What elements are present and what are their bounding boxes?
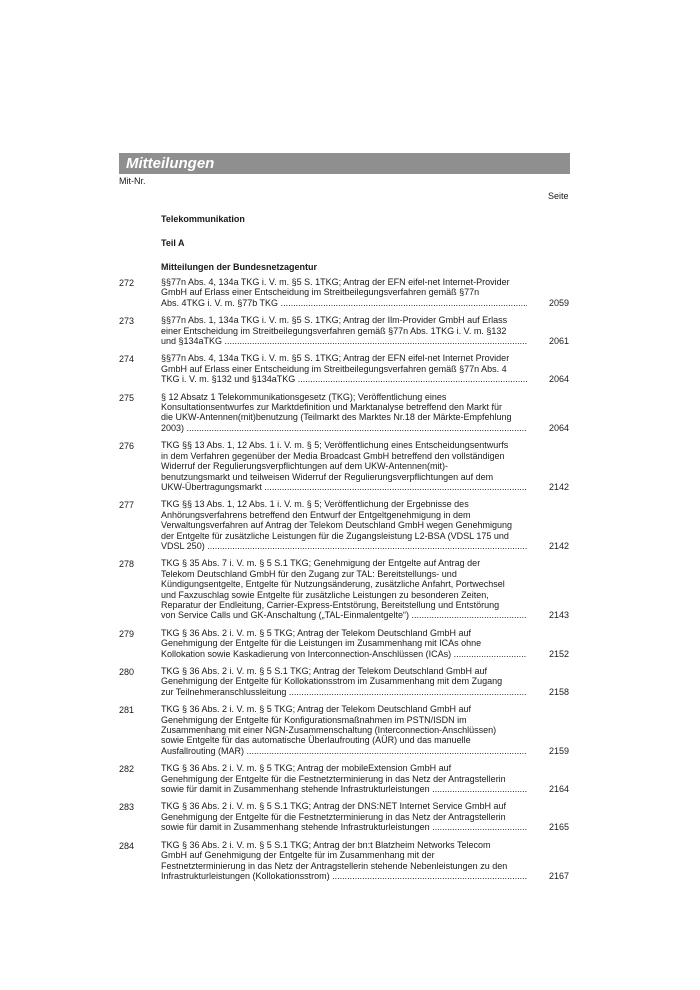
entry-page-number: 2164 xyxy=(549,784,570,795)
entry-number: 283 xyxy=(119,802,135,813)
entry-number: 280 xyxy=(119,667,135,677)
entry-title-line: Konsultationsentwurfes zur Marktdefinition und Marktanalyse betreffend den Markt für xyxy=(161,402,503,413)
entry-title xyxy=(161,704,527,756)
entry-number: 278 xyxy=(119,559,135,570)
toc-entry xyxy=(0,353,700,384)
entry-page-number: 2142 xyxy=(549,481,570,492)
entry-title xyxy=(161,392,527,434)
entry-title-line: TKG § 36 Abs. 2 i. V. m. § 5 S.1 TKG; Antrag der Telekom Deutschland GmbH auf xyxy=(161,666,487,676)
entry-page-number: 2152 xyxy=(549,648,570,659)
toc-entry-list xyxy=(0,277,700,888)
entry-title-line: TKG § 35 Abs. 7 i. V. m. § 5 S.1 TKG; Genehmigung der Entgelte auf Antrag der xyxy=(161,558,481,569)
entry-title-line: Verwaltungsverfahren auf Antrag der Telekom Deutschland GmbH wegen Genehmigung xyxy=(161,520,513,531)
entry-title-line: UKW-Übertragungsmarkt ..... xyxy=(161,482,527,492)
entry-number: 279 xyxy=(119,628,135,639)
entry-page-number: 2158 xyxy=(549,686,570,697)
entry-title xyxy=(161,628,527,659)
entry-title-line: Anhörungsverfahrens betreffend den Entwurf der Entgeltgenehmigung in dem xyxy=(161,509,471,520)
entry-title-line: TKG § 36 Abs. 2 i. V. m. § 5 TKG; Antrag der Telekom Deutschland GmbH auf xyxy=(161,704,471,715)
entry-number: 277 xyxy=(119,500,135,511)
entry-title-line: §§77n Abs. 4, 134a TKG i. V. m. §5 S. 1TKG; Antrag der EFN eifel-net Internet Provider xyxy=(161,353,510,364)
entry-title-line: Genehmigung der Entgelte für die Festnetzterminierung in das Netz der Antragstellerin xyxy=(161,811,506,822)
entry-title-line: Zusammenhang mit einer NGN-Zusammenschaltung (Interconnection-Anschlüssen) xyxy=(161,725,497,736)
column-header-page: Seite xyxy=(548,191,569,201)
toc-entry xyxy=(0,440,700,492)
entry-number: 276 xyxy=(119,441,135,452)
entry-title xyxy=(161,277,527,308)
part-heading: Teil A xyxy=(161,238,185,248)
banner-title: Mitteilungen xyxy=(126,155,215,172)
entry-title-line: sowie für damit in Zusammenhang stehende Infrastrukturleistungen ..... xyxy=(161,784,527,794)
entry-title-line: VDSL 250) ..... xyxy=(161,541,527,551)
entry-title-line: TKG § 36 Abs. 2 i. V. m. § 5 TKG; Antrag der Telekom Deutschland GmbH auf xyxy=(161,627,471,638)
entry-title-line: Kündigungsentgelte, Entgelte für Nutzungsänderung, zusätzliche Anfahrt, Portwechsel xyxy=(161,579,505,590)
entry-page-number: 2061 xyxy=(549,336,570,347)
entry-title xyxy=(161,440,527,492)
entry-title-line: in dem Verfahren gegenüber der Media Broadcast GmbH betreffend den vollständigen xyxy=(161,450,505,461)
toc-entry xyxy=(0,801,700,832)
entry-title-line: zur Teilnehmeranschlussleitung ..... xyxy=(161,687,527,697)
entry-title-line: GmbH auf Erlass einer Entscheidung im Streitbeilegungsverfahren gemäß §77n Abs. 4 xyxy=(161,363,507,374)
entry-page-number: 2064 xyxy=(549,374,570,385)
entry-title xyxy=(161,801,527,832)
entry-title-line: Genehmigung der Entgelte für Konfigurationsmaßnahmen im PSTN/ISDN im xyxy=(161,714,467,725)
entry-title-line: Infrastrukturleistungen (Kollokationsstrom) ..... xyxy=(161,871,527,881)
entry-number: 272 xyxy=(119,278,135,288)
entry-title-line: 2003) ..... xyxy=(161,423,527,433)
entry-title-line: Ausfallrouting (MAR) ..... xyxy=(161,746,527,756)
entry-number: 284 xyxy=(119,840,135,851)
entry-title-line: einer Entscheidung im Streitbeilegungsverfahren gemäß §77n Abs. 1TKG i. V. m. §132 xyxy=(161,325,507,336)
entry-title-line: sowie Entgelte für das automatische Überlaufrouting (AÜR) und das manuelle xyxy=(161,735,471,746)
entry-title-line: sowie für damit in Zusammenhang stehende Infrastrukturleistungen ..... xyxy=(161,822,527,832)
entry-title xyxy=(161,666,527,697)
entry-title-line: §§77n Abs. 1, 134a TKG i. V. m. §5 S. 1TKG; Antrag der Ilm-Provider GmbH auf Erlass xyxy=(161,315,508,326)
entry-title-line: TKG §§ 13 Abs. 1, 12 Abs. 1 i. V. m. § 5; Veröffentlichung eines Entscheidungsentwurfs xyxy=(161,440,509,451)
toc-entry xyxy=(0,499,700,551)
entry-title-line: und Faxzuschlag sowie Entgelte für zusätzliche Leistungen zu besonderen Zeiten, xyxy=(161,589,489,600)
entry-title-line: und §134aTKG ..... xyxy=(161,336,527,346)
entry-title-line: die UKW-Antennen(mit)benutzung (Teilmarkt des Marktes Nr.18 der Märkte-Empfehlung xyxy=(161,412,512,423)
entry-number: 274 xyxy=(119,354,135,365)
entry-title xyxy=(161,840,527,882)
entry-page-number: 2059 xyxy=(549,297,570,308)
category-heading: Telekommunikation xyxy=(161,214,245,224)
toc-entry xyxy=(0,277,700,308)
entry-number: 275 xyxy=(119,392,135,403)
entry-number: 281 xyxy=(119,705,135,716)
toc-entry xyxy=(0,392,700,434)
entry-title xyxy=(161,763,527,794)
entry-title-line: benutzungsmarkt und teilweisen Widerruf der Regulierungsverpflichtungen auf dem xyxy=(161,471,494,482)
entry-title-line: Genehmigung der Entgelte für Kollokationsstrom im Zusammenhang mit dem Zugang xyxy=(161,676,503,687)
entry-page-number: 2159 xyxy=(549,745,570,756)
entry-title-line: TKG § 36 Abs. 2 i. V. m. § 5 S.1 TKG; Antrag der DNS:NET Internet Service GmbH auf xyxy=(161,801,506,812)
toc-entry xyxy=(0,666,700,697)
entry-title-line: §§77n Abs. 4, 134a TKG i. V. m. §5 S. 1TKG; Antrag der EFN eifel-net Internet-Provider xyxy=(161,277,510,287)
entry-number: 282 xyxy=(119,764,135,775)
column-header-number: Mit-Nr. xyxy=(119,176,146,186)
toc-entry xyxy=(0,628,700,659)
entry-title-line: Festnetzterminierung in das Netz der Antragstellerin stehende Nebenleistungen zu den xyxy=(161,860,508,871)
entry-title xyxy=(161,558,527,620)
entry-page-number: 2142 xyxy=(549,540,570,551)
entry-title-line: Abs. 4TKG i. V. m. §77b TKG ..... xyxy=(161,298,527,308)
entry-number: 273 xyxy=(119,316,135,327)
section-banner xyxy=(119,153,570,174)
entry-page-number: 2064 xyxy=(549,422,570,433)
entry-title xyxy=(161,315,527,346)
entry-title-line: Genehmigung der Entgelte für die Festnetzterminierung in das Netz der Antragstellerin xyxy=(161,773,506,784)
entry-title-line: TKG i. V. m. §132 und §134aTKG ..... xyxy=(161,374,527,384)
entry-title xyxy=(161,353,527,384)
toc-entry xyxy=(0,558,700,620)
subsection-heading: Mitteilungen der Bundesnetzagentur xyxy=(161,262,318,272)
toc-entry xyxy=(0,840,700,882)
entry-title-line: § 12 Absatz 1 Telekommunikationsgesetz (TKG); Veröffentlichung eines xyxy=(161,391,447,402)
entry-page-number: 2143 xyxy=(549,610,570,621)
entry-title-line: der Entgelte für zusätzliche Leistungen für die Zugangsleistung L2-BSA (VDSL 175 und xyxy=(161,530,509,541)
entry-page-number: 2165 xyxy=(549,822,570,833)
entry-title-line: Widerruf der Regulierungsverpflichtungen auf dem UKW-Antennen(mit)- xyxy=(161,461,448,472)
entry-title-line: Genehmigung der Entgelte für die Leistungen im Zusammenhang mit ICAs ohne xyxy=(161,638,482,649)
entry-title-line: Kollokation sowie Kaskadierung von Interconnection-Anschlüssen (ICAs) ..... xyxy=(161,649,527,659)
toc-entry xyxy=(0,763,700,794)
entry-title-line: Reparatur der Endleitung, Carrier-Express-Entstörung, Bereitstellung und Entstörung xyxy=(161,599,500,610)
entry-page-number: 2167 xyxy=(549,870,570,881)
entry-title-line: GmbH auf Erlass einer Entscheidung im Streitbeilegungsverfahren gemäß §77n xyxy=(161,287,480,298)
entry-title-line: TKG § 36 Abs. 2 i. V. m. § 5 S.1 TKG; Antrag der bn:t Blatzheim Networks Telecom xyxy=(161,839,491,850)
entry-title-line: Telekom Deutschland GmbH für den Zugang zur TAL: Bereitstellungs- und xyxy=(161,568,457,579)
toc-entry xyxy=(0,315,700,346)
entry-title-line: TKG § 36 Abs. 2 i. V. m. § 5 TKG; Antrag der mobileExtension GmbH auf xyxy=(161,763,452,774)
entry-title-line: TKG §§ 13 Abs. 1, 12 Abs. 1 i. V. m. § 5; Veröffentlichung der Ergebnisse des xyxy=(161,499,469,510)
entry-title xyxy=(161,499,527,551)
entry-title-line: von Service Calls und GK-Anschaltung („TAL-Einmalentgelte“) ..... xyxy=(161,610,527,620)
toc-entry xyxy=(0,704,700,756)
entry-title-line: GmbH auf Genehmigung der Entgelte für im Zusammenhang mit der xyxy=(161,850,435,861)
